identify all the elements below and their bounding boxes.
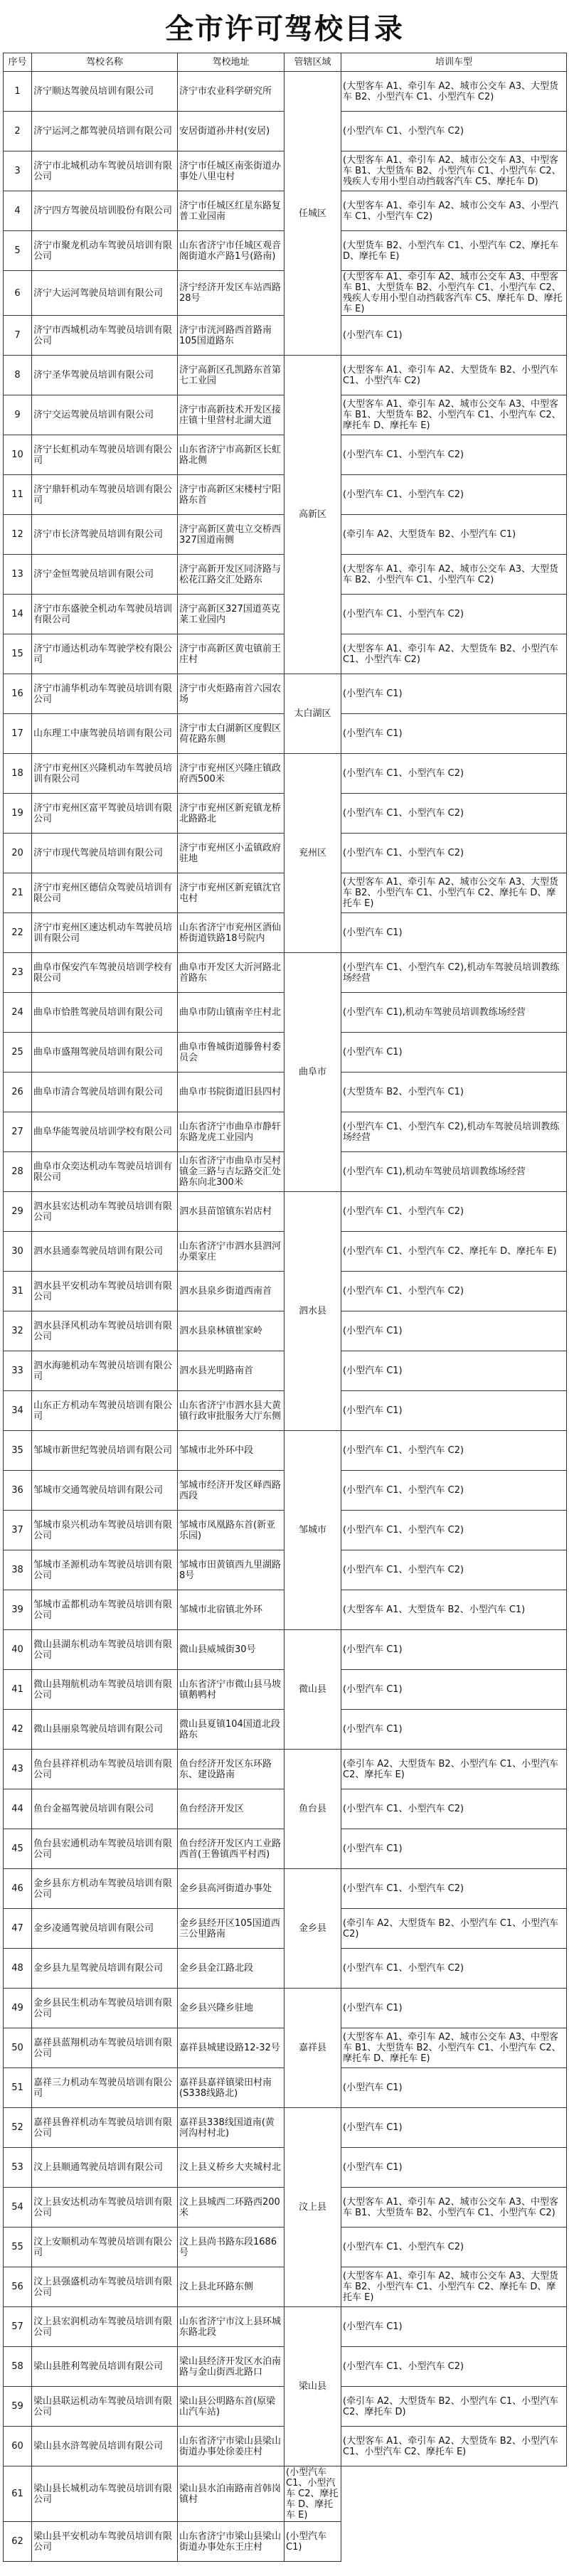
school-address: 金乡县兴隆乡驻地 [178, 1989, 284, 2028]
training-types: (牵引车 A2、大型货车 B2、小型汽车 C1、小型汽车 C2) [341, 1909, 567, 1949]
training-types: (小型汽车 C1) [341, 1989, 567, 2028]
table-row [4, 1630, 567, 1670]
school-address: 济宁高新区孔凯路东首第七工业园 [178, 356, 284, 395]
school-address: 金乡县高河街道办事处 [178, 1869, 284, 1909]
training-types: (小型汽车 C1、小型汽车 C2、摩托车 D、摩托车 E) [284, 2466, 341, 2522]
row-number: 46 [4, 1869, 32, 1909]
training-types: (小型汽车 C1、小型汽车 C2、摩托车 D、摩托车 E) [341, 1232, 567, 1272]
school-address: 鱼台经济开发区 [178, 1789, 284, 1829]
school-name: 济宁圣华驾驶员培训有限公司 [32, 356, 178, 395]
school-name: 嘉祥三力机动车驾驶员培训有限公司 [32, 2068, 178, 2108]
training-types: (小型汽车 C1) [341, 316, 567, 356]
training-types: (小型汽车 C1、小型汽车 C2) [341, 2228, 567, 2267]
row-number: 42 [4, 1710, 32, 1750]
training-types: (小型汽车 C1、小型汽车 C2) [341, 794, 567, 834]
school-name: 泗水县泽风机动车驾驶员培训有限公司 [32, 1311, 178, 1351]
row-number: 47 [4, 1909, 32, 1949]
header-types: 培训车型 [341, 53, 567, 72]
school-address: 安居街道孙井村(安居) [178, 112, 284, 151]
school-name: 济宁运河之都驾驶员培训有限公司 [32, 112, 178, 151]
training-types: (大型客车 A1、牵引车 A2、城市公交车 A3、大型货车 B2、小型汽车 C1、小型汽车 C2) [341, 555, 567, 595]
school-address: 济宁市火炬路南首六园农场 [178, 674, 284, 714]
training-types: (小型汽车 C1、小型汽车 C2) [341, 754, 567, 794]
school-name: 泗水县通泰驾驶员培训有限公司 [32, 1232, 178, 1272]
row-number: 44 [4, 1789, 32, 1829]
training-types: (小型汽车 C1、小型汽车 C2) [341, 1272, 567, 1311]
school-name: 金乡县东方机动车驾驶员培训有限公司 [32, 1869, 178, 1909]
school-name: 济宁市聚龙机动车驾驶员培训有限公司 [32, 231, 178, 271]
training-types: (小型汽车 C1) [341, 714, 567, 754]
school-name: 汶上县强盛机动车驾驶员培训有限公司 [32, 2267, 178, 2307]
school-address: 山东省济宁市汶上县环城东路北段 [178, 2307, 284, 2347]
school-address: 泗水县泉乡街道西南首 [178, 1272, 284, 1311]
table-row [4, 674, 567, 714]
school-address: 汶上县义桥乡大夹城村北 [178, 2148, 284, 2188]
school-address: 嘉祥县嘉祥镇梁田村南(S338线路北) [178, 2068, 284, 2108]
row-number: 30 [4, 1232, 32, 1272]
school-name: 曲阜市众奕达机动车驾驶员培训有限公司 [32, 1152, 178, 1192]
school-address: 曲阜市鲁城街道滕鲁村委员会 [178, 1033, 284, 1073]
school-name: 微山县湖东机动车驾驶员培训有限公司 [32, 1630, 178, 1670]
school-address: 泗水县泉林镇崔家岭 [178, 1311, 284, 1351]
table-row [4, 2307, 567, 2347]
training-types: (大型货车 B2、小型汽车 C1、小型汽车 C2、摩托车 D、摩托车 E) [341, 231, 567, 271]
school-name: 邹城市交通驾驶员培训有限公司 [32, 1471, 178, 1511]
training-types: (小型汽车 C1、小型汽车 C2) [341, 435, 567, 475]
school-name: 嘉祥县鲁祥机动车驾驶员培训有限公司 [32, 2108, 178, 2148]
school-name: 曲阜市保安汽车驾驶员培训学校有限公司 [32, 953, 178, 993]
row-number: 56 [4, 2267, 32, 2307]
school-name: 邹城市孟都机动车驾驶员培训有限公司 [32, 1590, 178, 1630]
row-number: 12 [4, 515, 32, 555]
region-cell: 邹城市 [284, 1431, 341, 1630]
school-address: 金乡县经开区105国道西三公里路南 [178, 1909, 284, 1949]
school-address: 济宁市洸河路西首路南105国道路东 [178, 316, 284, 356]
training-types: (小型汽车 C1) [341, 913, 567, 953]
region-cell: 微山县 [284, 1630, 341, 1750]
row-number: 38 [4, 1550, 32, 1590]
school-address: 泗水县光明路南首 [178, 1351, 284, 1391]
driving-school-table [3, 53, 567, 2562]
school-name: 梁山县联运机动车驾驶员培训有限公司 [32, 2387, 178, 2427]
training-types: (小型汽车 C1、小型汽车 C2),机动车驾驶员培训教练场经营 [341, 1112, 567, 1152]
table-row [4, 1989, 567, 2028]
training-types: (大型客车 A1、牵引车 A2、城市公交车 A3、中型客车 B1、大型货车 B2、小型汽车 C1、小型汽车 C2、摩托车 D、摩托车 E) [341, 395, 567, 435]
row-number: 2 [4, 112, 32, 151]
training-types: (牵引车 A2、大型货车 B2、小型汽车 C1) [341, 515, 567, 555]
school-name: 济宁四方驾驶员培训股份有限公司 [32, 191, 178, 231]
row-number: 53 [4, 2148, 32, 2188]
row-number: 13 [4, 555, 32, 595]
school-name: 泗水县平安机动车驾驶员培训有限公司 [32, 1272, 178, 1311]
row-number: 57 [4, 2307, 32, 2347]
school-address: 济宁市高新区黄屯镇前王庄村 [178, 634, 284, 674]
region-cell: 曲阜市 [284, 953, 341, 1192]
school-address: 济宁市任城区红星东路复普工业园南 [178, 191, 284, 231]
school-name: 济宁市东盛驶全机动车驾驶员培训有限公司 [32, 595, 178, 634]
training-types: (小型汽车 C1) [341, 2148, 567, 2188]
school-address: 山东省济宁市兖州区酒仙桥街道铁路18号院内 [178, 913, 284, 953]
school-name: 济宁长虹机动车驾驶员培训有限公司 [32, 435, 178, 475]
row-number: 36 [4, 1471, 32, 1511]
row-number: 6 [4, 271, 32, 316]
row-number: 14 [4, 595, 32, 634]
school-address: 济宁市高新区宋楼村宁阳路东首 [178, 475, 284, 515]
table-row [4, 2522, 567, 2562]
school-address: 济宁经济开发区车站西路28号 [178, 271, 284, 316]
table-row [4, 356, 567, 395]
school-name: 曲阜市恰胜驾驶员培训有限公司 [32, 993, 178, 1033]
row-number: 24 [4, 993, 32, 1033]
school-address: 山东省济宁市微山县马坡镇鹅鸭村 [178, 1670, 284, 1710]
school-address: 邹城市北外环中段 [178, 1431, 284, 1471]
school-address: 济宁高新开发区同济路与松花江路交汇处路东 [178, 555, 284, 595]
training-types: (小型汽车 C1) [341, 1033, 567, 1073]
school-address: 山东省济宁市泗水县泗河办栗家庄 [178, 1232, 284, 1272]
row-number: 41 [4, 1670, 32, 1710]
school-name: 金乡县民生机动车驾驶员培训有限公司 [32, 1989, 178, 2028]
school-name: 梁山县长城机动车驾驶员培训有限公司 [32, 2466, 178, 2522]
training-types: (小型汽车 C1) [341, 1829, 567, 1869]
training-types: (小型汽车 C1、小型汽车 C2) [341, 1471, 567, 1511]
school-address: 汶上县北环路东侧 [178, 2267, 284, 2307]
school-name: 微山县翔航机动车驾驶员培训有限公司 [32, 1670, 178, 1710]
row-number: 33 [4, 1351, 32, 1391]
row-number: 10 [4, 435, 32, 475]
training-types: (小型汽车 C1),机动车驾驶员培训教练场经营 [341, 993, 567, 1033]
school-name: 济宁市通达机动车驾驶学校有限公司 [32, 634, 178, 674]
row-number: 11 [4, 475, 32, 515]
training-types: (小型汽车 C1) [341, 674, 567, 714]
school-address: 曲阜市开发区大沂河路北首路东 [178, 953, 284, 993]
school-address: 济宁高新区黄屯立交桥西327国道南侧 [178, 515, 284, 555]
school-name: 山东正方机动车驾驶员培训有限公司 [32, 1391, 178, 1431]
school-address: 济宁市兖州区兴隆庄镇政府西500米 [178, 754, 284, 794]
region-cell: 金乡县 [284, 1869, 341, 1989]
school-name: 济宁市西城机动车驾驶员培训有限公司 [32, 316, 178, 356]
row-number: 15 [4, 634, 32, 674]
training-types: (牵引车 A2、大型货车 B2、小型汽车 C1、小型汽车 C2、摩托车 D) [341, 2387, 567, 2427]
table-body [4, 72, 567, 2562]
row-number: 60 [4, 2427, 32, 2466]
school-name: 济宁市现代驾驶员培训有限公司 [32, 834, 178, 873]
school-name: 济宁顺达驾驶员培训有限公司 [32, 72, 178, 112]
school-address: 邹城市田黄镇西九里湖路8号 [178, 1550, 284, 1590]
row-number: 62 [4, 2522, 32, 2562]
school-address: 山东省济宁市曲阜市吴村镇金三路与吉坛路交汇处路东向北300米 [178, 1152, 284, 1192]
school-address: 邹城市凤凰路东首(新亚乐园) [178, 1511, 284, 1550]
row-number: 22 [4, 913, 32, 953]
table-row [4, 953, 567, 993]
header-name: 驾校名称 [32, 53, 178, 72]
region-cell: 高新区 [284, 356, 341, 674]
training-types: (小型汽车 C1) [341, 1710, 567, 1750]
row-number: 43 [4, 1750, 32, 1789]
row-number: 39 [4, 1590, 32, 1630]
training-types: (小型汽车 C1) [341, 2108, 567, 2148]
school-name: 鱼台金福驾驶员培训有限公司 [32, 1789, 178, 1829]
school-name: 曲阜华能驾驶员培训学校有限公司 [32, 1112, 178, 1152]
row-number: 52 [4, 2108, 32, 2148]
school-address: 山东省济宁市梁山县梁山街道办事处徐姜庄村 [178, 2427, 284, 2466]
school-address: 梁山县公明路东首(原梁山汽车站) [178, 2387, 284, 2427]
region-cell: 兖州区 [284, 754, 341, 953]
school-name: 微山县丽泉驾驶员培训有限公司 [32, 1710, 178, 1750]
row-number: 29 [4, 1192, 32, 1232]
row-number: 37 [4, 1511, 32, 1550]
school-address: 山东省济宁市高新区长虹路北侧 [178, 435, 284, 475]
training-types: (小型汽车 C1) [341, 1311, 567, 1351]
row-number: 40 [4, 1630, 32, 1670]
row-number: 31 [4, 1272, 32, 1311]
header-region: 管辖区域 [284, 53, 341, 72]
school-address: 山东省济宁市曲阜市静轩东路龙虎工业园内 [178, 1112, 284, 1152]
row-number: 28 [4, 1152, 32, 1192]
school-name: 济宁鼎轩机动车驾驶员培训有限公司 [32, 475, 178, 515]
training-types: (大型客车 A1、牵引车 A2、城市公交车 A3、中型客车 B1、大型货车 B2、小型汽车 C1、小型汽车 C2、摩托车 D、摩托车 E) [341, 2028, 567, 2068]
school-name: 鱼台县宏通机动车驾驶员培训有限公司 [32, 1829, 178, 1869]
school-address: 邹城市经济开发区峄西路西段 [178, 1471, 284, 1511]
training-types: (小型汽车 C1) [341, 1630, 567, 1670]
row-number: 9 [4, 395, 32, 435]
school-name: 曲阜市清合驾驶员培训有限公司 [32, 1073, 178, 1112]
school-address: 汶上县城西二环路西200米 [178, 2188, 284, 2228]
school-address: 金乡县金江路北段 [178, 1949, 284, 1989]
training-types: (小型汽车 C1、小型汽车 C2) [341, 595, 567, 634]
school-address: 嘉祥县城建设路12-32号 [178, 2028, 284, 2068]
table-row [4, 1192, 567, 1232]
school-name: 济宁交运驾驶员培训有限公司 [32, 395, 178, 435]
school-name: 济宁市兖州区速达机动车驾驶员培训有限公司 [32, 913, 178, 953]
school-address: 济宁市兖州区小孟镇政府驻地 [178, 834, 284, 873]
row-number: 32 [4, 1311, 32, 1351]
region-cell: 汶上县 [284, 2108, 341, 2307]
school-address: 济宁市农业科学研究所 [178, 72, 284, 112]
header-no: 序号 [4, 53, 32, 72]
school-address: 汶上县尚书路东段1686号 [178, 2228, 284, 2267]
school-name: 梁山县水浒驾驶员培训有限公司 [32, 2427, 178, 2466]
training-types: (大型客车 A1、牵引车 A2、大型货车 B2、小型汽车 C1、小型汽车 C2、摩托车 E) [341, 2427, 567, 2466]
training-types: (大型客车 A1、大型货车 B2、小型汽车 C1) [341, 1590, 567, 1630]
training-types: (小型汽车 C1) [341, 1670, 567, 1710]
school-name: 邹城市新世纪驾驶员培训有限公司 [32, 1431, 178, 1471]
row-number: 25 [4, 1033, 32, 1073]
school-address: 济宁市兖州区新兖镇沈官屯村 [178, 873, 284, 913]
school-name: 济宁市北城机动车驾驶员培训有限公司 [32, 151, 178, 191]
school-name: 济宁大运河驾驶员培训有限公司 [32, 271, 178, 316]
training-types: (大型客车 A1、牵引车 A2、城市公交车 A3、中型客车 B1、大型货车 B2、小型汽车 C1、小型汽车 C2、残疾人专用小型自动挡载客汽车 C5、摩托车 D) [341, 151, 567, 191]
training-types: (小型汽车 C1、小型汽车 C2) [341, 1431, 567, 1471]
training-types: (小型汽车 C1、小型汽车 C2),机动车驾驶员培训教练场经营 [341, 953, 567, 993]
school-name: 梁山县胜利驾驶员培训有限公司 [32, 2347, 178, 2387]
training-types: (小型汽车 C1、小型汽车 C2) [341, 1550, 567, 1590]
school-name: 金乡县九星驾驶员培训有限公司 [32, 1949, 178, 1989]
school-name: 济宁市兖州区富平驾驶员培训有限公司 [32, 794, 178, 834]
row-number: 23 [4, 953, 32, 993]
row-number: 55 [4, 2228, 32, 2267]
training-types: (小型汽车 C1) [341, 1351, 567, 1391]
training-types: (小型汽车 C1、小型汽车 C2) [341, 1949, 567, 1989]
row-number: 7 [4, 316, 32, 356]
row-number: 51 [4, 2068, 32, 2108]
table-row [4, 1750, 567, 1789]
school-name: 济宁市长济驾驶员培训有限公司 [32, 515, 178, 555]
training-types: (小型汽车 C1、小型汽车 C2) [341, 1192, 567, 1232]
row-number: 8 [4, 356, 32, 395]
school-address: 微山县威城街30号 [178, 1630, 284, 1670]
school-address: 济宁市高新技术开发区接庄镇十里营村北湖大道 [178, 395, 284, 435]
school-address: 微山县夏镇104国道北段路东 [178, 1710, 284, 1750]
training-types: (小型汽车 C1),机动车驾驶员培训教练场经营 [341, 1152, 567, 1192]
school-address: 济宁市任城区南张街道办事处八里屯村 [178, 151, 284, 191]
training-types: (小型汽车 C1) [341, 2307, 567, 2347]
table-row [4, 1431, 567, 1471]
region-cell: 梁山县 [284, 2307, 341, 2466]
table-row [4, 1869, 567, 1909]
header-row [4, 53, 567, 72]
row-number: 3 [4, 151, 32, 191]
region-cell: 任城区 [284, 72, 341, 356]
training-types: (牵引车 A2、大型货车 B2、小型汽车 C1、小型汽车 C2、摩托车 E) [341, 1750, 567, 1789]
row-number: 61 [4, 2466, 32, 2522]
row-number: 35 [4, 1431, 32, 1471]
region-cell: 泗水县 [284, 1192, 341, 1431]
row-number: 59 [4, 2387, 32, 2427]
row-number: 49 [4, 1989, 32, 2028]
school-name: 汶上安顺机动车驾驶员培训有限公司 [32, 2228, 178, 2267]
row-number: 34 [4, 1391, 32, 1431]
row-number: 27 [4, 1112, 32, 1152]
row-number: 54 [4, 2188, 32, 2228]
row-number: 17 [4, 714, 32, 754]
training-types: (小型汽车 C1) [341, 2068, 567, 2108]
training-types: (小型汽车 C1、小型汽车 C2) [341, 1789, 567, 1829]
school-address: 鱼台经济开发区东环路东、建设路南 [178, 1750, 284, 1789]
row-number: 18 [4, 754, 32, 794]
training-types: (小型汽车 C1、小型汽车 C2) [341, 2347, 567, 2387]
row-number: 16 [4, 674, 32, 714]
school-address: 梁山县经济开发区水泊南路与金山街西北路口 [178, 2347, 284, 2387]
row-number: 50 [4, 2028, 32, 2068]
school-address: 济宁市兖州区新兖镇龙桥北路路北 [178, 794, 284, 834]
training-types: (小型汽车 C1) [341, 1391, 567, 1431]
school-address: 山东省济宁市泗水县大黄镇行政审批服务大厅东侧 [178, 1391, 284, 1431]
training-types: (大型货车 B2、小型汽车 C1) [341, 1073, 567, 1112]
region-cell: 鱼台县 [284, 1750, 341, 1869]
row-number: 58 [4, 2347, 32, 2387]
training-types: (小型汽车 C1、小型汽车 C2) [341, 475, 567, 515]
row-number: 5 [4, 231, 32, 271]
school-name: 鱼台县祥祥机动车驾驶员培训有限公司 [32, 1750, 178, 1789]
school-name: 泗水县宏达机动车驾驶员培训有限公司 [32, 1192, 178, 1232]
school-name: 金乡凌通驾驶员培训有限公司 [32, 1909, 178, 1949]
school-name: 汶上县安达机动车驾驶员培训有限公司 [32, 2188, 178, 2228]
school-name: 汶上县顺通驾驶员培训有限公司 [32, 2148, 178, 2188]
training-types: (大型客车 A1、牵引车 A2、城市公交车 A3、中型客车 B1、大型货车 B2、小型汽车 C1、小型汽车 C2、残疾人专用小型自动挡载客汽车 C5、摩托车 D、摩托车 E) [341, 271, 567, 316]
school-name: 泗水海驰机动车驾驶员培训有限公司 [32, 1351, 178, 1391]
row-number: 1 [4, 72, 32, 112]
region-cell: 太白湖区 [284, 674, 341, 754]
training-types: (大型客车 A1、牵引车 A2、城市公交车 A3、大型货车 B2、小型汽车 C1、小型汽车 C2) [341, 72, 567, 112]
school-name: 济宁金恒驾驶员培训有限公司 [32, 555, 178, 595]
school-name: 梁山县平安机动车驾驶员培训有限公司 [32, 2522, 178, 2562]
training-types: (大型客车 A1、牵引车 A2、城市公交车 A3、小型汽车 C1、小型汽车 C2) [341, 191, 567, 231]
training-types: (大型客车 A1、牵引车 A2、城市公交车 A3、大型货车 B2、小型汽车 C1、小型汽车 C2、摩托车 D、摩托车 E) [341, 873, 567, 913]
school-name: 济宁市兖州区兴隆机动车驾驶员培训有限公司 [32, 754, 178, 794]
row-number: 21 [4, 873, 32, 913]
training-types: (小型汽车 C1、小型汽车 C2) [341, 112, 567, 151]
school-address: 济宁高新区327国道英克莱工业园内 [178, 595, 284, 634]
training-types: (大型客车 A1、牵引车 A2、大型货车 B2、小型汽车 C1、小型汽车 C2) [341, 634, 567, 674]
school-name: 嘉祥县蓝翔机动车驾驶员培训有限公司 [32, 2028, 178, 2068]
row-number: 19 [4, 794, 32, 834]
school-address: 山东省济宁市任城区观音阁街道水产路1号(路南) [178, 231, 284, 271]
school-address: 鱼台经济开发区内工业路西首(王鲁镇西平村西) [178, 1829, 284, 1869]
school-name: 山东理工中康驾驶员培训有限公司 [32, 714, 178, 754]
school-name: 济宁市浦华机动车驾驶员培训有限公司 [32, 674, 178, 714]
school-address: 山东省济宁市梁山县梁山街道办事处东王庄村 [178, 2522, 284, 2562]
school-name: 邹城市圣源机动车驾驶员培训有限公司 [32, 1550, 178, 1590]
school-name: 汶上县宏润机动车驾驶员培训有限公司 [32, 2307, 178, 2347]
school-address: 济宁市太白湖新区度假区荷花路东侧 [178, 714, 284, 754]
school-address: 曲阜市书院街道旧县四村 [178, 1073, 284, 1112]
header-address: 驾校地址 [178, 53, 284, 72]
row-number: 20 [4, 834, 32, 873]
row-number: 4 [4, 191, 32, 231]
table-row [4, 72, 567, 112]
region-cell: 嘉祥县 [284, 1989, 341, 2108]
training-types: (大型客车 A1、牵引车 A2、城市公交车 A3、中型客车 B1、大型货车 B2、小型汽车 C1、小型汽车 C2) [341, 2188, 567, 2228]
row-number: 48 [4, 1949, 32, 1989]
school-address: 梁山县水泊南路南首韩岗镇村 [178, 2466, 284, 2522]
training-types: (小型汽车 C1、小型汽车 C2) [341, 834, 567, 873]
school-name: 曲阜市盛翔驾驶员培训有限公司 [32, 1033, 178, 1073]
school-address: 泗水县苗馆镇东岩店村 [178, 1192, 284, 1232]
school-name: 邹城市泉兴机动车驾驶员培训有限公司 [32, 1511, 178, 1550]
row-number: 26 [4, 1073, 32, 1112]
row-number: 45 [4, 1829, 32, 1869]
table-row [4, 2108, 567, 2148]
training-types: (大型客车 A1、牵引车 A2、大型货车 B2、小型汽车 C1、小型汽车 C2) [341, 356, 567, 395]
school-address: 邹城市北宿镇北外环 [178, 1590, 284, 1630]
page-title: 全市许可驾校目录 [165, 12, 404, 46]
table-row [4, 754, 567, 794]
school-address: 曲阜市防山镇南辛庄村北 [178, 993, 284, 1033]
table-row [4, 2466, 567, 2522]
school-name: 济宁市兖州区德信众驾驶员培训有限公司 [32, 873, 178, 913]
training-types: (小型汽车 C1) [284, 2522, 341, 2562]
training-types: (大型客车 A1、牵引车 A2、城市公交车 A3、大型货车 B2、小型汽车 C1、小型汽车 C2、摩托车 D、摩托车 E) [341, 2267, 567, 2307]
training-types: (小型汽车 C1、小型汽车 C2) [341, 1869, 567, 1909]
school-address: 嘉祥县338线国道南(黄河沟村村北) [178, 2108, 284, 2148]
training-types: (小型汽车 C1、小型汽车 C2) [341, 1511, 567, 1550]
